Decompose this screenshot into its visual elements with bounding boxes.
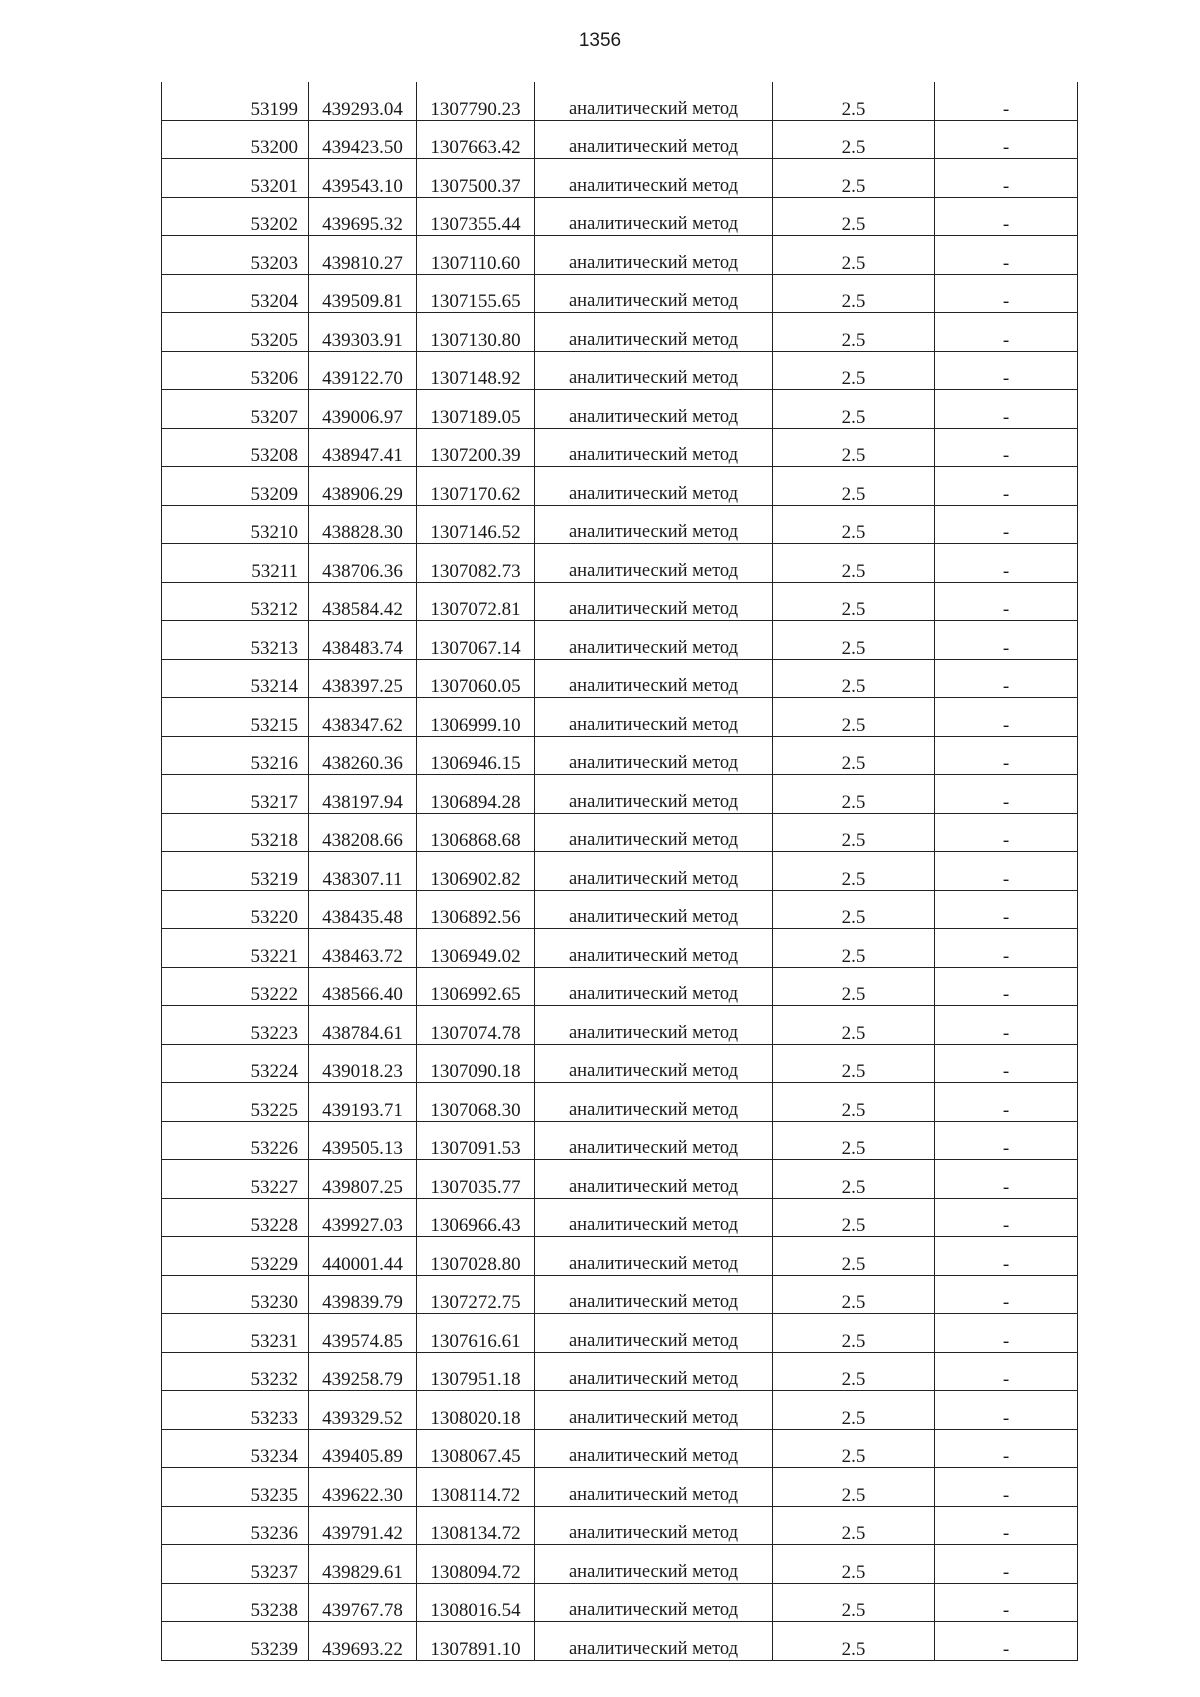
x-coordinate-cell: 439303.91 bbox=[309, 313, 417, 352]
error-cell: 2.5 bbox=[773, 621, 935, 660]
method-cell: аналитический метод bbox=[535, 852, 773, 891]
method-cell: аналитический метод bbox=[535, 467, 773, 506]
x-coordinate-cell: 439622.30 bbox=[309, 1468, 417, 1507]
x-coordinate-cell: 439807.25 bbox=[309, 1160, 417, 1199]
description-cell: - bbox=[935, 582, 1078, 621]
table-row bbox=[162, 582, 1078, 621]
error-cell: 2.5 bbox=[773, 1468, 935, 1507]
point-number-cell: 53226 bbox=[162, 1121, 309, 1160]
point-number-cell: 53208 bbox=[162, 428, 309, 467]
description-cell: - bbox=[935, 698, 1078, 737]
y-coordinate-cell: 1308114.72 bbox=[417, 1468, 535, 1507]
error-cell: 2.5 bbox=[773, 467, 935, 506]
description-cell: - bbox=[935, 544, 1078, 583]
method-cell: аналитический метод bbox=[535, 1506, 773, 1545]
x-coordinate-cell: 439574.85 bbox=[309, 1314, 417, 1353]
x-coordinate-cell: 438706.36 bbox=[309, 544, 417, 583]
error-cell: 2.5 bbox=[773, 1622, 935, 1661]
y-coordinate-cell: 1307091.53 bbox=[417, 1121, 535, 1160]
table-row bbox=[162, 1583, 1078, 1622]
error-cell: 2.5 bbox=[773, 698, 935, 737]
point-number-cell: 53201 bbox=[162, 159, 309, 198]
x-coordinate-cell: 438947.41 bbox=[309, 428, 417, 467]
y-coordinate-cell: 1306868.68 bbox=[417, 813, 535, 852]
point-number-cell: 53214 bbox=[162, 659, 309, 698]
error-cell: 2.5 bbox=[773, 736, 935, 775]
method-cell: аналитический метод bbox=[535, 775, 773, 814]
error-cell: 2.5 bbox=[773, 544, 935, 583]
x-coordinate-cell: 438435.48 bbox=[309, 890, 417, 929]
table-row bbox=[162, 1121, 1078, 1160]
point-number-cell: 53237 bbox=[162, 1545, 309, 1584]
x-coordinate-cell: 439791.42 bbox=[309, 1506, 417, 1545]
method-cell: аналитический метод bbox=[535, 505, 773, 544]
y-coordinate-cell: 1306966.43 bbox=[417, 1198, 535, 1237]
table-row bbox=[162, 390, 1078, 429]
table-row bbox=[162, 813, 1078, 852]
description-cell: - bbox=[935, 1198, 1078, 1237]
y-coordinate-cell: 1307951.18 bbox=[417, 1352, 535, 1391]
description-cell: - bbox=[935, 659, 1078, 698]
description-cell: - bbox=[935, 1006, 1078, 1045]
y-coordinate-cell: 1307082.73 bbox=[417, 544, 535, 583]
error-cell: 2.5 bbox=[773, 120, 935, 159]
y-coordinate-cell: 1307189.05 bbox=[417, 390, 535, 429]
method-cell: аналитический метод bbox=[535, 929, 773, 968]
x-coordinate-cell: 438566.40 bbox=[309, 967, 417, 1006]
point-number-cell: 53234 bbox=[162, 1429, 309, 1468]
method-cell: аналитический метод bbox=[535, 428, 773, 467]
x-coordinate-cell: 439927.03 bbox=[309, 1198, 417, 1237]
error-cell: 2.5 bbox=[773, 1006, 935, 1045]
error-cell: 2.5 bbox=[773, 1083, 935, 1122]
error-cell: 2.5 bbox=[773, 505, 935, 544]
x-coordinate-cell: 439509.81 bbox=[309, 274, 417, 313]
y-coordinate-cell: 1307060.05 bbox=[417, 659, 535, 698]
point-number-cell: 53230 bbox=[162, 1275, 309, 1314]
page-number: 1356 bbox=[578, 30, 622, 51]
point-number-cell: 53239 bbox=[162, 1622, 309, 1661]
y-coordinate-cell: 1307272.75 bbox=[417, 1275, 535, 1314]
method-cell: аналитический метод bbox=[535, 197, 773, 236]
description-cell: - bbox=[935, 890, 1078, 929]
method-cell: аналитический метод bbox=[535, 1391, 773, 1430]
coordinates-table-body bbox=[162, 82, 1078, 1660]
error-cell: 2.5 bbox=[773, 159, 935, 198]
point-number-cell: 53215 bbox=[162, 698, 309, 737]
error-cell: 2.5 bbox=[773, 390, 935, 429]
y-coordinate-cell: 1308020.18 bbox=[417, 1391, 535, 1430]
point-number-cell: 53218 bbox=[162, 813, 309, 852]
point-number-cell: 53212 bbox=[162, 582, 309, 621]
point-number-cell: 53238 bbox=[162, 1583, 309, 1622]
method-cell: аналитический метод bbox=[535, 274, 773, 313]
method-cell: аналитический метод bbox=[535, 120, 773, 159]
description-cell: - bbox=[935, 1275, 1078, 1314]
table-row bbox=[162, 197, 1078, 236]
error-cell: 2.5 bbox=[773, 775, 935, 814]
method-cell: аналитический метод bbox=[535, 1083, 773, 1122]
error-cell: 2.5 bbox=[773, 582, 935, 621]
point-number-cell: 53202 bbox=[162, 197, 309, 236]
y-coordinate-cell: 1307616.61 bbox=[417, 1314, 535, 1353]
x-coordinate-cell: 439006.97 bbox=[309, 390, 417, 429]
point-number-cell: 53221 bbox=[162, 929, 309, 968]
table-row bbox=[162, 1198, 1078, 1237]
coordinates-table bbox=[161, 82, 1078, 1661]
table-row bbox=[162, 505, 1078, 544]
error-cell: 2.5 bbox=[773, 313, 935, 352]
y-coordinate-cell: 1306902.82 bbox=[417, 852, 535, 891]
x-coordinate-cell: 438483.74 bbox=[309, 621, 417, 660]
table-row bbox=[162, 1622, 1078, 1661]
description-cell: - bbox=[935, 120, 1078, 159]
y-coordinate-cell: 1307090.18 bbox=[417, 1044, 535, 1083]
y-coordinate-cell: 1307790.23 bbox=[417, 82, 535, 120]
y-coordinate-cell: 1307148.92 bbox=[417, 351, 535, 390]
description-cell: - bbox=[935, 1352, 1078, 1391]
table-row bbox=[162, 159, 1078, 198]
y-coordinate-cell: 1307074.78 bbox=[417, 1006, 535, 1045]
x-coordinate-cell: 439122.70 bbox=[309, 351, 417, 390]
description-cell: - bbox=[935, 197, 1078, 236]
point-number-cell: 53204 bbox=[162, 274, 309, 313]
error-cell: 2.5 bbox=[773, 274, 935, 313]
description-cell: - bbox=[935, 82, 1078, 120]
x-coordinate-cell: 438307.11 bbox=[309, 852, 417, 891]
error-cell: 2.5 bbox=[773, 1352, 935, 1391]
y-coordinate-cell: 1308094.72 bbox=[417, 1545, 535, 1584]
point-number-cell: 53200 bbox=[162, 120, 309, 159]
x-coordinate-cell: 438260.36 bbox=[309, 736, 417, 775]
x-coordinate-cell: 439018.23 bbox=[309, 1044, 417, 1083]
point-number-cell: 53206 bbox=[162, 351, 309, 390]
point-number-cell: 53217 bbox=[162, 775, 309, 814]
table-row bbox=[162, 1429, 1078, 1468]
description-cell: - bbox=[935, 1506, 1078, 1545]
description-cell: - bbox=[935, 1314, 1078, 1353]
table-row bbox=[162, 1160, 1078, 1199]
error-cell: 2.5 bbox=[773, 1044, 935, 1083]
table-row bbox=[162, 1468, 1078, 1507]
method-cell: аналитический метод bbox=[535, 1044, 773, 1083]
y-coordinate-cell: 1307067.14 bbox=[417, 621, 535, 660]
point-number-cell: 53207 bbox=[162, 390, 309, 429]
description-cell: - bbox=[935, 390, 1078, 429]
method-cell: аналитический метод bbox=[535, 1352, 773, 1391]
point-number-cell: 53203 bbox=[162, 236, 309, 275]
description-cell: - bbox=[935, 1237, 1078, 1276]
point-number-cell: 53225 bbox=[162, 1083, 309, 1122]
description-cell: - bbox=[935, 813, 1078, 852]
table-row bbox=[162, 467, 1078, 506]
description-cell: - bbox=[935, 159, 1078, 198]
table-row bbox=[162, 544, 1078, 583]
description-cell: - bbox=[935, 1044, 1078, 1083]
method-cell: аналитический метод bbox=[535, 1545, 773, 1584]
error-cell: 2.5 bbox=[773, 929, 935, 968]
method-cell: аналитический метод bbox=[535, 659, 773, 698]
table-row bbox=[162, 929, 1078, 968]
y-coordinate-cell: 1306894.28 bbox=[417, 775, 535, 814]
x-coordinate-cell: 438208.66 bbox=[309, 813, 417, 852]
method-cell: аналитический метод bbox=[535, 698, 773, 737]
y-coordinate-cell: 1306999.10 bbox=[417, 698, 535, 737]
description-cell: - bbox=[935, 736, 1078, 775]
description-cell: - bbox=[935, 351, 1078, 390]
description-cell: - bbox=[935, 852, 1078, 891]
error-cell: 2.5 bbox=[773, 1160, 935, 1199]
method-cell: аналитический метод bbox=[535, 1198, 773, 1237]
method-cell: аналитический метод bbox=[535, 1429, 773, 1468]
error-cell: 2.5 bbox=[773, 1237, 935, 1276]
error-cell: 2.5 bbox=[773, 1583, 935, 1622]
error-cell: 2.5 bbox=[773, 890, 935, 929]
point-number-cell: 53235 bbox=[162, 1468, 309, 1507]
error-cell: 2.5 bbox=[773, 1121, 935, 1160]
table-row bbox=[162, 1352, 1078, 1391]
description-cell: - bbox=[935, 1160, 1078, 1199]
description-cell: - bbox=[935, 1468, 1078, 1507]
x-coordinate-cell: 438584.42 bbox=[309, 582, 417, 621]
x-coordinate-cell: 438784.61 bbox=[309, 1006, 417, 1045]
error-cell: 2.5 bbox=[773, 1314, 935, 1353]
x-coordinate-cell: 439767.78 bbox=[309, 1583, 417, 1622]
table-row bbox=[162, 967, 1078, 1006]
method-cell: аналитический метод bbox=[535, 1622, 773, 1661]
table-row bbox=[162, 1275, 1078, 1314]
point-number-cell: 53236 bbox=[162, 1506, 309, 1545]
y-coordinate-cell: 1307500.37 bbox=[417, 159, 535, 198]
description-cell: - bbox=[935, 967, 1078, 1006]
table-row bbox=[162, 1237, 1078, 1276]
description-cell: - bbox=[935, 313, 1078, 352]
point-number-cell: 53229 bbox=[162, 1237, 309, 1276]
table-row bbox=[162, 890, 1078, 929]
point-number-cell: 53216 bbox=[162, 736, 309, 775]
error-cell: 2.5 bbox=[773, 1391, 935, 1430]
y-coordinate-cell: 1307663.42 bbox=[417, 120, 535, 159]
description-cell: - bbox=[935, 1083, 1078, 1122]
y-coordinate-cell: 1307355.44 bbox=[417, 197, 535, 236]
y-coordinate-cell: 1307068.30 bbox=[417, 1083, 535, 1122]
table-row bbox=[162, 1506, 1078, 1545]
method-cell: аналитический метод bbox=[535, 351, 773, 390]
method-cell: аналитический метод bbox=[535, 1006, 773, 1045]
method-cell: аналитический метод bbox=[535, 621, 773, 660]
y-coordinate-cell: 1307035.77 bbox=[417, 1160, 535, 1199]
x-coordinate-cell: 439829.61 bbox=[309, 1545, 417, 1584]
point-number-cell: 53227 bbox=[162, 1160, 309, 1199]
x-coordinate-cell: 439329.52 bbox=[309, 1391, 417, 1430]
x-coordinate-cell: 439693.22 bbox=[309, 1622, 417, 1661]
method-cell: аналитический метод bbox=[535, 236, 773, 275]
point-number-cell: 53220 bbox=[162, 890, 309, 929]
description-cell: - bbox=[935, 1121, 1078, 1160]
x-coordinate-cell: 438906.29 bbox=[309, 467, 417, 506]
description-cell: - bbox=[935, 929, 1078, 968]
point-number-cell: 53233 bbox=[162, 1391, 309, 1430]
y-coordinate-cell: 1306992.65 bbox=[417, 967, 535, 1006]
x-coordinate-cell: 438397.25 bbox=[309, 659, 417, 698]
y-coordinate-cell: 1307891.10 bbox=[417, 1622, 535, 1661]
point-number-cell: 53211 bbox=[162, 544, 309, 583]
point-number-cell: 53210 bbox=[162, 505, 309, 544]
error-cell: 2.5 bbox=[773, 197, 935, 236]
table-row bbox=[162, 1545, 1078, 1584]
method-cell: аналитический метод bbox=[535, 967, 773, 1006]
description-cell: - bbox=[935, 1545, 1078, 1584]
error-cell: 2.5 bbox=[773, 813, 935, 852]
x-coordinate-cell: 439543.10 bbox=[309, 159, 417, 198]
point-number-cell: 53205 bbox=[162, 313, 309, 352]
x-coordinate-cell: 439505.13 bbox=[309, 1121, 417, 1160]
table-row bbox=[162, 313, 1078, 352]
y-coordinate-cell: 1307155.65 bbox=[417, 274, 535, 313]
method-cell: аналитический метод bbox=[535, 1121, 773, 1160]
table-row bbox=[162, 659, 1078, 698]
x-coordinate-cell: 439258.79 bbox=[309, 1352, 417, 1391]
table-row bbox=[162, 82, 1078, 120]
table-row bbox=[162, 698, 1078, 737]
y-coordinate-cell: 1306949.02 bbox=[417, 929, 535, 968]
y-coordinate-cell: 1306946.15 bbox=[417, 736, 535, 775]
point-number-cell: 53228 bbox=[162, 1198, 309, 1237]
table-row bbox=[162, 1044, 1078, 1083]
error-cell: 2.5 bbox=[773, 82, 935, 120]
y-coordinate-cell: 1307130.80 bbox=[417, 313, 535, 352]
x-coordinate-cell: 438347.62 bbox=[309, 698, 417, 737]
point-number-cell: 53199 bbox=[162, 82, 309, 120]
x-coordinate-cell: 439423.50 bbox=[309, 120, 417, 159]
description-cell: - bbox=[935, 505, 1078, 544]
error-cell: 2.5 bbox=[773, 852, 935, 891]
point-number-cell: 53224 bbox=[162, 1044, 309, 1083]
description-cell: - bbox=[935, 428, 1078, 467]
x-coordinate-cell: 440001.44 bbox=[309, 1237, 417, 1276]
y-coordinate-cell: 1307110.60 bbox=[417, 236, 535, 275]
table-row bbox=[162, 236, 1078, 275]
point-number-cell: 53223 bbox=[162, 1006, 309, 1045]
x-coordinate-cell: 438463.72 bbox=[309, 929, 417, 968]
method-cell: аналитический метод bbox=[535, 159, 773, 198]
error-cell: 2.5 bbox=[773, 1429, 935, 1468]
description-cell: - bbox=[935, 1429, 1078, 1468]
method-cell: аналитический метод bbox=[535, 1160, 773, 1199]
error-cell: 2.5 bbox=[773, 1198, 935, 1237]
x-coordinate-cell: 439193.71 bbox=[309, 1083, 417, 1122]
method-cell: аналитический метод bbox=[535, 1583, 773, 1622]
error-cell: 2.5 bbox=[773, 1506, 935, 1545]
x-coordinate-cell: 439810.27 bbox=[309, 236, 417, 275]
method-cell: аналитический метод bbox=[535, 313, 773, 352]
description-cell: - bbox=[935, 274, 1078, 313]
y-coordinate-cell: 1307200.39 bbox=[417, 428, 535, 467]
point-number-cell: 53209 bbox=[162, 467, 309, 506]
method-cell: аналитический метод bbox=[535, 1275, 773, 1314]
x-coordinate-cell: 439293.04 bbox=[309, 82, 417, 120]
description-cell: - bbox=[935, 1622, 1078, 1661]
table-row bbox=[162, 736, 1078, 775]
method-cell: аналитический метод bbox=[535, 1314, 773, 1353]
point-number-cell: 53213 bbox=[162, 621, 309, 660]
y-coordinate-cell: 1308067.45 bbox=[417, 1429, 535, 1468]
point-number-cell: 53222 bbox=[162, 967, 309, 1006]
error-cell: 2.5 bbox=[773, 1545, 935, 1584]
method-cell: аналитический метод bbox=[535, 813, 773, 852]
description-cell: - bbox=[935, 1391, 1078, 1430]
description-cell: - bbox=[935, 1583, 1078, 1622]
method-cell: аналитический метод bbox=[535, 82, 773, 120]
table-row bbox=[162, 852, 1078, 891]
point-number-cell: 53231 bbox=[162, 1314, 309, 1353]
table-row bbox=[162, 351, 1078, 390]
point-number-cell: 53232 bbox=[162, 1352, 309, 1391]
table-row bbox=[162, 621, 1078, 660]
point-number-cell: 53219 bbox=[162, 852, 309, 891]
y-coordinate-cell: 1307028.80 bbox=[417, 1237, 535, 1276]
method-cell: аналитический метод bbox=[535, 1237, 773, 1276]
method-cell: аналитический метод bbox=[535, 736, 773, 775]
y-coordinate-cell: 1307170.62 bbox=[417, 467, 535, 506]
table-row bbox=[162, 775, 1078, 814]
table-row bbox=[162, 274, 1078, 313]
method-cell: аналитический метод bbox=[535, 1468, 773, 1507]
method-cell: аналитический метод bbox=[535, 890, 773, 929]
table-row bbox=[162, 1006, 1078, 1045]
x-coordinate-cell: 439839.79 bbox=[309, 1275, 417, 1314]
description-cell: - bbox=[935, 621, 1078, 660]
error-cell: 2.5 bbox=[773, 351, 935, 390]
error-cell: 2.5 bbox=[773, 1275, 935, 1314]
table-row bbox=[162, 1391, 1078, 1430]
x-coordinate-cell: 438828.30 bbox=[309, 505, 417, 544]
description-cell: - bbox=[935, 236, 1078, 275]
y-coordinate-cell: 1307072.81 bbox=[417, 582, 535, 621]
method-cell: аналитический метод bbox=[535, 544, 773, 583]
x-coordinate-cell: 439405.89 bbox=[309, 1429, 417, 1468]
x-coordinate-cell: 438197.94 bbox=[309, 775, 417, 814]
x-coordinate-cell: 439695.32 bbox=[309, 197, 417, 236]
description-cell: - bbox=[935, 775, 1078, 814]
y-coordinate-cell: 1308134.72 bbox=[417, 1506, 535, 1545]
y-coordinate-cell: 1308016.54 bbox=[417, 1583, 535, 1622]
error-cell: 2.5 bbox=[773, 428, 935, 467]
method-cell: аналитический метод bbox=[535, 582, 773, 621]
table-row bbox=[162, 120, 1078, 159]
table-row bbox=[162, 428, 1078, 467]
y-coordinate-cell: 1307146.52 bbox=[417, 505, 535, 544]
error-cell: 2.5 bbox=[773, 659, 935, 698]
error-cell: 2.5 bbox=[773, 236, 935, 275]
error-cell: 2.5 bbox=[773, 967, 935, 1006]
description-cell: - bbox=[935, 467, 1078, 506]
table-row bbox=[162, 1083, 1078, 1122]
y-coordinate-cell: 1306892.56 bbox=[417, 890, 535, 929]
method-cell: аналитический метод bbox=[535, 390, 773, 429]
table-row bbox=[162, 1314, 1078, 1353]
